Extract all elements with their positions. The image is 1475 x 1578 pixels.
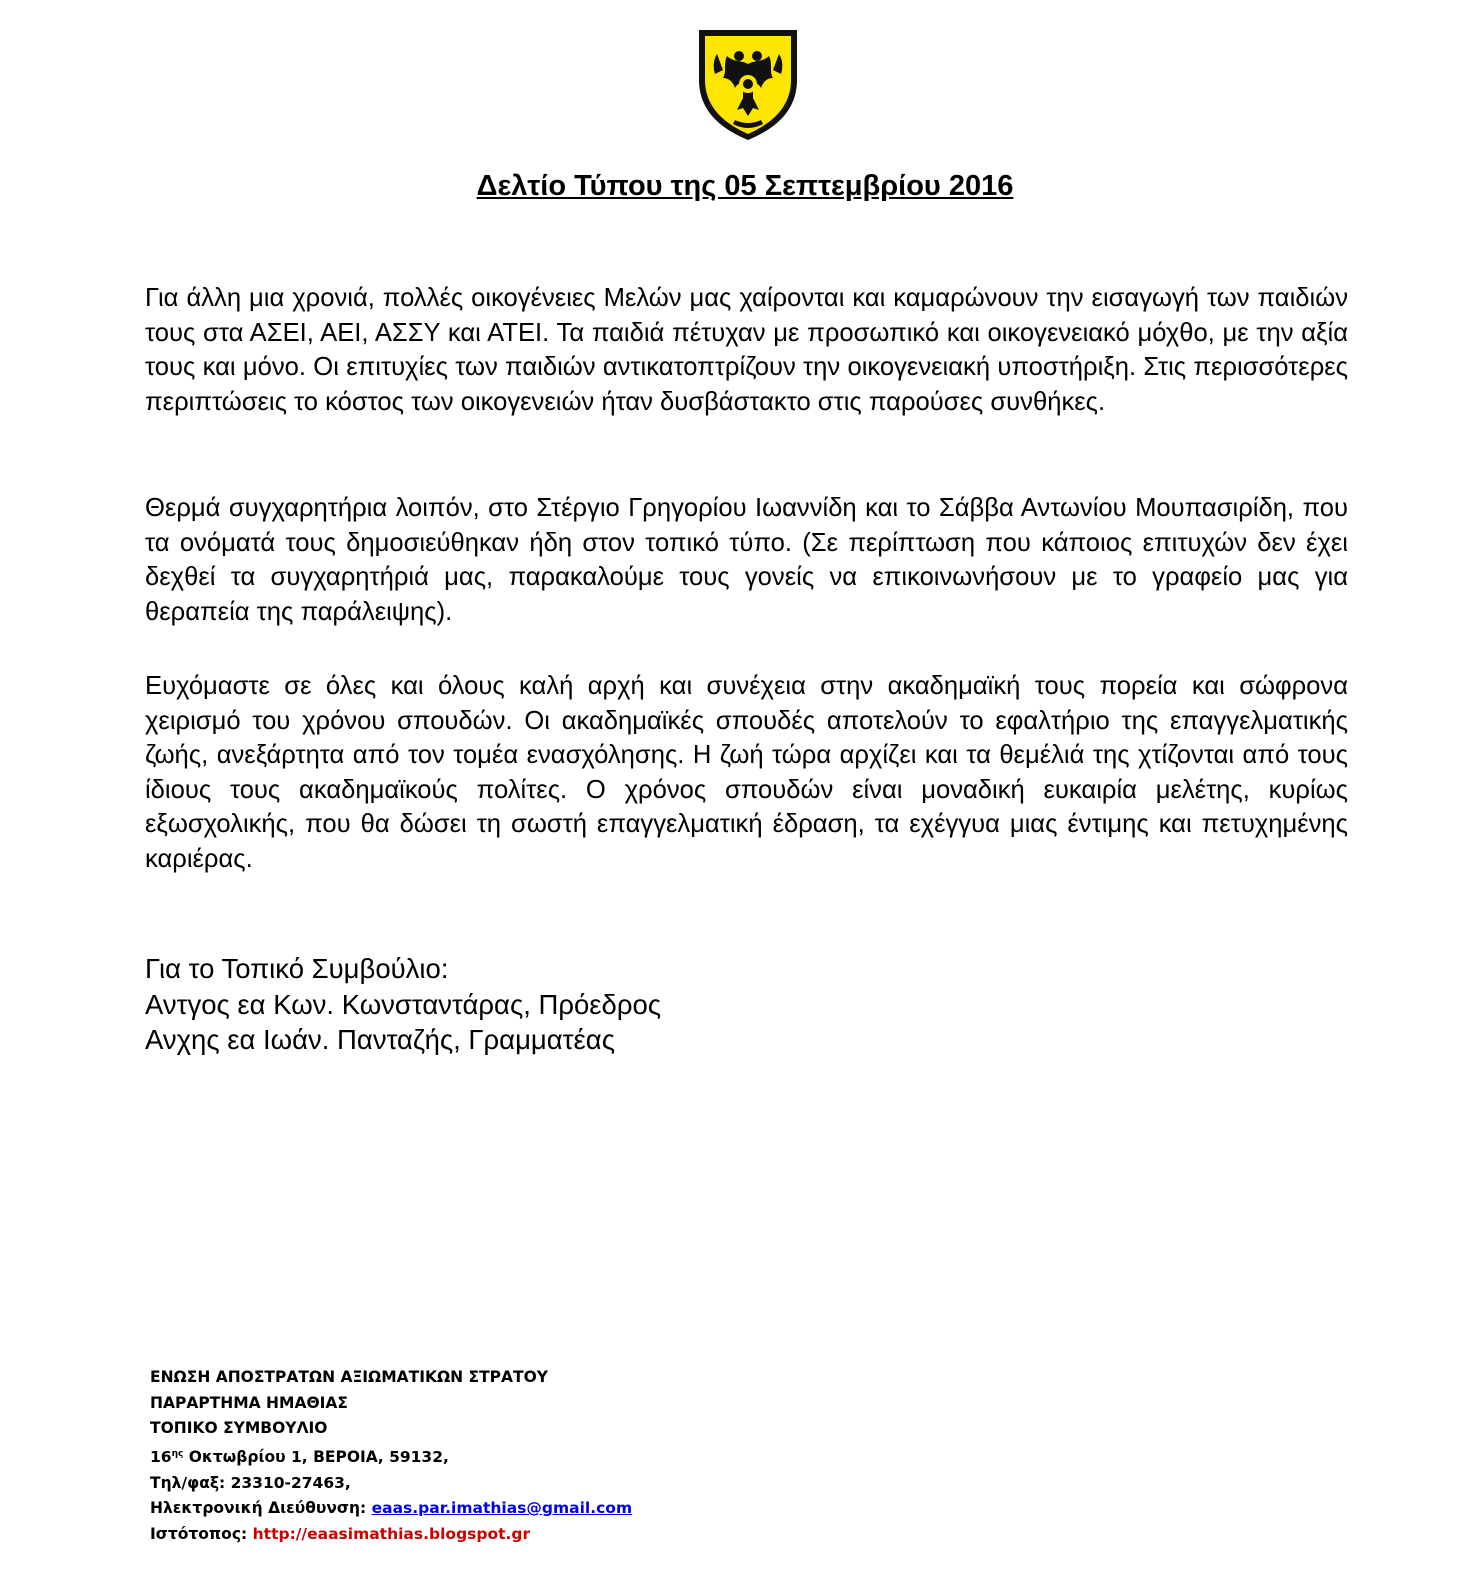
signature-block bbox=[145, 951, 661, 1058]
footer-council: ΤΟΠΙΚΟ ΣΥΜΒΟΥΛΙΟ bbox=[150, 1419, 328, 1438]
press-release-title: Δελτίο Τύπου της 05 Σεπτεμβρίου 2016 bbox=[476, 170, 1014, 202]
footer-phone: Τηλ/φαξ: 23310-27463, bbox=[150, 1473, 351, 1492]
paragraph-admissions: Για άλλη μια χρονιά, πολλές οικογένειες Μελών μας χαίρονται και καμαρώνουν την εισαγωγή των παιδιών τους στα ΑΣΕΙ, ΑΕΙ, ΑΣΣΥ και ΑΤΕΙ. Τα παιδιά πέτυχαν με προσωπικό και οικογενειακό μόχθο, με την αξία τους και μόνο. Οι επιτυχίες των παιδιών αντικατοπτρίζουν την οικογενειακή υποστήριξη. Στις περισσότερες περιπτώσεις το κόστος των οικογενειών ήταν δυσβάστακτο στις παρούσες συνθήκες. bbox=[145, 284, 1348, 416]
website-label: Ιστότοπος: bbox=[150, 1524, 253, 1543]
footer-organization: ΕΝΩΣΗ ΑΠΟΣΤΡΑΤΩΝ ΑΞΙΩΜΑΤΙΚΩΝ ΣΤΡΑΤΟΥ bbox=[150, 1368, 549, 1386]
email-link[interactable]: eaas.par.imathias@gmail.com bbox=[371, 1499, 633, 1518]
double-headed-eagle-shield-icon bbox=[693, 20, 803, 142]
paragraph-wishes: Ευχόμαστε σε όλες και όλους καλή αρχή και συνέχεια στην ακαδημαϊκή τους πορεία και σώφρονα χειρισμό του χρόνου σπουδών. Οι ακαδημαϊκές σπουδές αποτελούν το εφαλτήριο της επαγγελματικής ζωής, ανεξάρτητα από τον τομέα ενασχόλησης. Η ζωή τώρα αρχίζει και τα θεμέλιά της χτίζονται από τους ίδιους τους ακαδημαϊκούς πολίτες. Ο χρόνος σπουδών είναι μοναδική ευκαιρία μελέτης, κυρίως εξωσχολικής, που θα δώσει τη σωστή επαγγελματική έδραση, τα εχέγγυα μιας έντιμης και πετυχημένης καριέρας. bbox=[145, 672, 1348, 873]
footer-email-row bbox=[150, 1496, 632, 1522]
paragraph-congratulations: Θερμά συγχαρητήρια λοιπόν, στο Στέργιο Γρηγορίου Ιωαννίδη και το Σάββα Αντωνίου Μουπασιρίδη, που τα ονόματά τους δημοσιεύθηκαν ήδη στον τοπικό τύπο. (Σε περίπτωση που κάποιος επιτυχών δεν έχει δεχθεί τα συγχαρητήριά μας, παρακαλούμε τους γονείς να επικοινωνήσουν με το γραφείο μας για θεραπεία της παράλειψης). bbox=[145, 494, 1348, 626]
organization-logo bbox=[693, 20, 803, 142]
footer-website-row bbox=[150, 1522, 632, 1548]
signature-president: Αντγος εα Κων. Κωνσταντάρας, Πρόεδρος bbox=[145, 988, 662, 1020]
signature-secretary: Ανχης εα Ιωάν. Πανταζής, Γραμματέας bbox=[145, 1024, 615, 1055]
email-label: Ηλεκτρονική Διεύθυνση: bbox=[150, 1499, 372, 1518]
website-link[interactable]: http://eaasimathias.blogspot.gr bbox=[252, 1524, 531, 1543]
footer-branch: ΠΑΡΑΡΤΗΜΑ ΗΜΑΘΙΑΣ bbox=[150, 1393, 348, 1412]
address-number: 16 bbox=[150, 1447, 172, 1466]
contact-footer bbox=[150, 1365, 632, 1547]
address-ordinal: ης bbox=[171, 1448, 184, 1459]
signature-heading: Για το Τοπικό Συμβούλιο: bbox=[145, 953, 449, 984]
footer-address bbox=[150, 1442, 632, 1471]
address-street: Οκτωβρίου 1, ΒΕΡΟΙΑ, 59132, bbox=[183, 1447, 449, 1466]
